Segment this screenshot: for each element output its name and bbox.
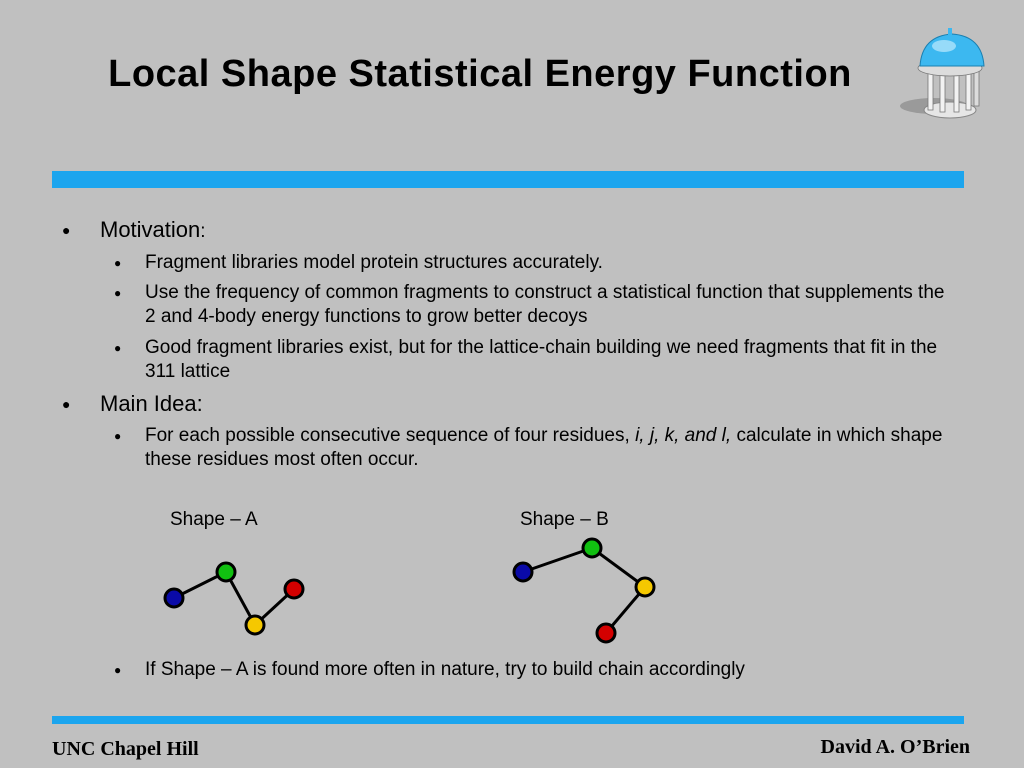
residue-l-node [285,580,303,598]
title-divider-bar [52,171,964,188]
page-title: Local Shape Statistical Energy Function [108,53,852,95]
sub-bullet-text: Good fragment libraries exist, but for the lattice-chain building we need fragments that fit in the 311 lattice [145,337,938,382]
residue-k-node [636,578,654,596]
residue-j-node [583,539,601,557]
bullet-dot: ● [114,256,122,270]
residue-l-node [597,624,615,642]
bullet-dot: ● [114,286,122,300]
footer-institution: UNC Chapel Hill [52,738,199,760]
sub-bullet-text [145,424,945,472]
residue-names: i, j, k, and l, [635,425,732,446]
bullet-dot: ● [62,222,71,238]
conclusion-text: If Shape – A is found more often in nature, try to build chain accordingly [145,659,745,680]
shape-b-diagram [514,539,654,642]
bullet-motivation-label: Motivation [100,217,201,242]
bullet-motivation-colon: : [200,221,206,242]
sub-bullet-text-part: For each possible consecutive sequence of four residues, [145,425,636,446]
bond-line [523,548,592,572]
shape-a-diagram [165,563,303,634]
footer-divider-bar [52,716,964,724]
sub-bullet-text-part: calculate in which shape these residues most often occur. [145,425,943,470]
residue-i-node [514,563,532,581]
sub-bullet-text: Fragment libraries model protein structures accurately. [145,252,603,273]
shape-b-label: Shape – B [520,509,609,530]
residue-i-node [165,589,183,607]
bullet-dot: ● [114,429,122,443]
bullet-dot: ● [114,341,122,355]
shape-a-label: Shape – A [170,509,258,530]
unc-old-well-logo [898,28,998,124]
residue-k-node [246,616,264,634]
footer-author: David A. O’Brien [820,736,970,758]
shape-diagrams [150,530,670,660]
bullet-dot: ● [62,396,71,412]
bullet-dot: ● [114,663,122,677]
bullet-main-idea-label: Main Idea: [100,391,203,416]
sub-bullet-text: Use the frequency of common fragments to construct a statistical function that supplements the 2 and 4-body energy functions to grow better decoys [145,282,945,327]
residue-j-node [217,563,235,581]
